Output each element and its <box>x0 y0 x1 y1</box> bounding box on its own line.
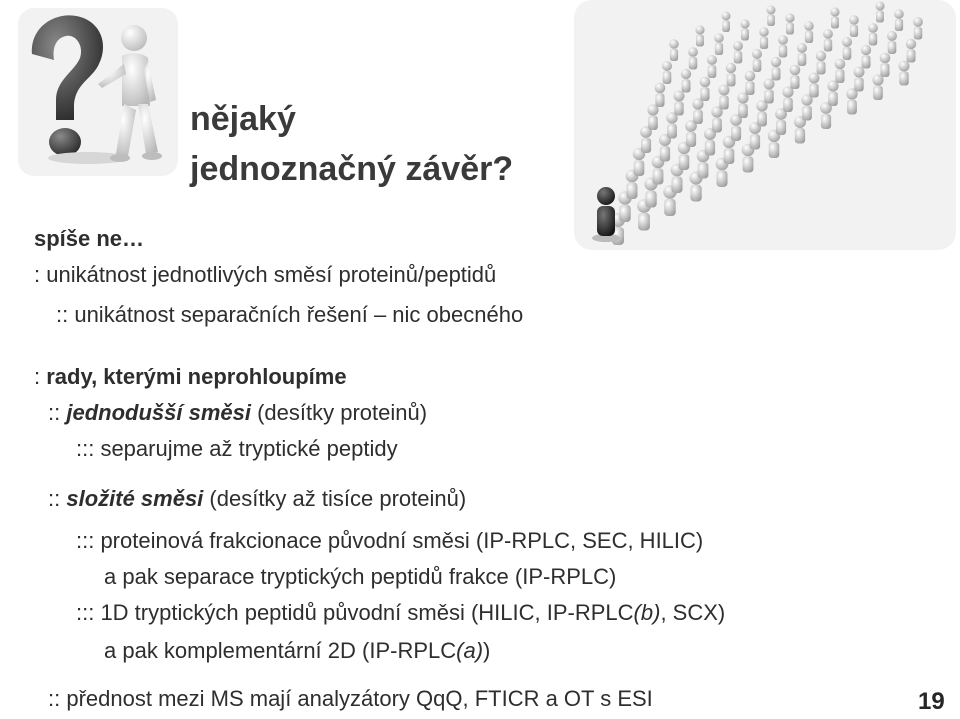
line-jednodussi-prefix: :: <box>48 400 67 425</box>
line-1d-part-b: (b) <box>633 600 661 625</box>
line-frakcionace: ::: proteinová frakcionace původní směsi (IP-RPLC, SEC, HILIC) <box>76 528 704 553</box>
line-jednodussi-em: jednodušší směsi <box>66 400 251 425</box>
line-slozite-smesi <box>48 484 466 514</box>
slide-title-line1: nějaký <box>190 100 296 138</box>
line-rady-bold: rady, kterými neprohloupíme <box>46 364 347 389</box>
line-jednodussi-smesi <box>48 398 427 428</box>
line-slozite-rest: (desítky až tisíce proteinů) <box>203 486 467 511</box>
crowd-leader-illustration <box>574 0 956 250</box>
line-2d-part-b: (a) <box>456 638 484 663</box>
page-number: 19 <box>918 688 945 715</box>
line-rady <box>34 362 347 392</box>
question-mark-figure-illustration <box>18 8 178 176</box>
line-slozite-em: složité směsi <box>66 486 204 511</box>
line-rady-prefix: : <box>34 364 47 389</box>
line-unikatnost-reseni: :: unikátnost separačních řešení – nic obecného <box>56 302 524 327</box>
line-spise-ne: spíše ne… <box>34 226 145 251</box>
line-separace-frakce: a pak separace tryptických peptidů frakce (IP-RPLC) <box>104 564 617 589</box>
line-1d-tryptickych <box>76 598 725 628</box>
line-slozite-prefix: :: <box>48 486 67 511</box>
line-separujme: ::: separujme až tryptické peptidy <box>76 436 398 461</box>
line-unikatnost-smesi: : unikátnost jednotlivých směsí proteinů/peptidů <box>34 262 497 287</box>
line-1d-part-a: ::: 1D tryptických peptidů původní směsi (HILIC, IP-RPLC <box>76 600 634 625</box>
line-1d-part-c: , SCX) <box>660 600 726 625</box>
slide-title-line2: jednoznačný závěr? <box>190 150 514 188</box>
line-komplementarni <box>104 636 490 666</box>
line-prednost-ms: :: přednost mezi MS mají analyzátory QqQ, FTICR a OT s ESI <box>48 686 653 711</box>
line-2d-part-c: ) <box>483 638 491 663</box>
line-2d-part-a: a pak komplementární 2D (IP-RPLC <box>104 638 457 663</box>
line-jednodussi-rest: (desítky proteinů) <box>250 400 428 425</box>
